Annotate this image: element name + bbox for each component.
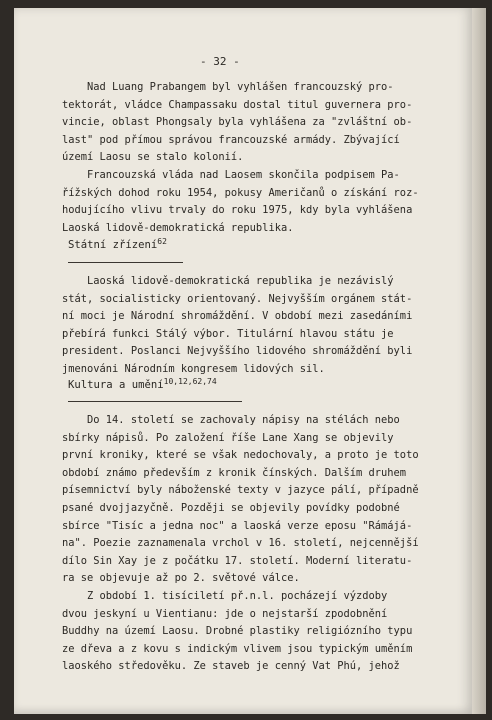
- heading-state-title: Státní zřízení: [68, 239, 158, 251]
- page-number: - 32 -: [200, 55, 240, 68]
- paragraph-history: Nad Luang Prabangem byl vyhlášen francouzský pro- tektorát, vládce Champassaku dostal titul guvernera pro- vincie, oblast Phongsaly byla vyhlášena za "zvláštní ob- last" pod přímou správou francouzské armády. Zbývající území Laosu se stalo kolonií. Francouzská vláda nad Laosem skončila podpisem Pa- řížských dohod roku 1954, pokusy Američanů o získání roz- hodujícího vlivu trvaly do roku 1975, kdy byla vyhlášena Laoská lidově-demokratická republika.: [62, 81, 419, 234]
- book-page: [14, 8, 472, 714]
- paragraph-culture: Do 14. století se zachovaly nápisy na stélách nebo sbírky nápisů. Po založení říše Lane Xang se objevily první kroniky, které se však nedochovaly, a proto je toto období známo především z kronik čínských. Dalším druhem písemnictví byly náboženské texty v jazyce pálí, případně psané dvojjazyčně. Později se objevily povídky podobné sbírce "Tisíc a jedna noc" a laoská verze eposu "Rámájá- na". Poezie zaznamenala vrchol v 16. století, nejcennější dílo Sin Xay je z počátku 17. století. Moderní literatu- ra se objevuje až po 2. světové válce. Z období 1. tisíciletí př.n.l. pocházejí výzdoby dvou jeskyní u Vientianu: jde o nejstarší zpodobnění Buddhy na území Laosu. Drobné plastiky religiózního typu ze dřeva a z kovu s indickým vlivem jsou typickým uměním laoského středověku. Ze staveb je cenný Vat Phú, jehož: [62, 414, 419, 673]
- heading-culture-refs: 10,12,62,74: [163, 377, 217, 386]
- heading-culture: [68, 379, 217, 391]
- heading-culture-underline: [68, 401, 242, 402]
- heading-culture-title: Kultura a umění: [68, 379, 164, 391]
- heading-state-underline: [68, 262, 183, 263]
- heading-state-refs: 62: [157, 237, 167, 246]
- heading-state-system: [68, 239, 167, 251]
- paragraph-state-system: Laoská lidově-demokratická republika je nezávislý stát, socialisticky orientovaný. Nejvyšším orgánem stát- ní moci je Národní shromáždění. V období mezi zasedáními přebírá funkci Stálý výbor. Titulární hlavou státu je president. Poslanci Nejvyššího lidového shromáždění byli jmenováni Národním kongresem lidových sil.: [62, 275, 413, 375]
